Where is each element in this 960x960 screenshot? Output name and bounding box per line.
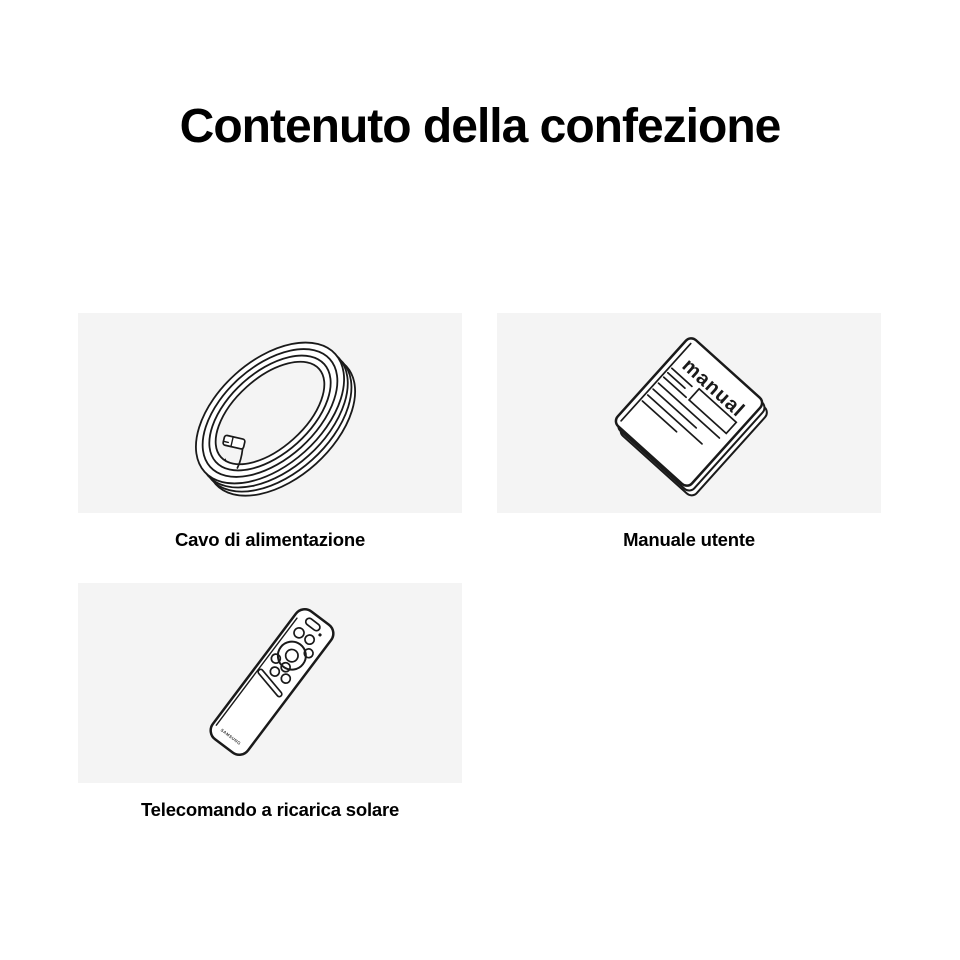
item-label-power-cable: Cavo di alimentazione — [174, 529, 366, 550]
package-item-card-power-cable — [78, 313, 462, 513]
user-manual-icon — [497, 313, 881, 513]
remote-control-icon — [78, 583, 462, 783]
item-label-user-manual: Manuale utente — [623, 529, 755, 550]
package-item-card-user-manual — [497, 313, 881, 513]
manual-cover-text: manual — [677, 354, 749, 422]
power-cable-icon — [78, 313, 462, 513]
samsung-logo-text: SAMSUNG — [219, 727, 242, 746]
page-title: Contenuto della confezione — [179, 100, 781, 153]
package-item-card-solar-remote — [78, 583, 462, 783]
item-label-solar-remote: Telecomando a ricarica solare — [140, 799, 400, 820]
